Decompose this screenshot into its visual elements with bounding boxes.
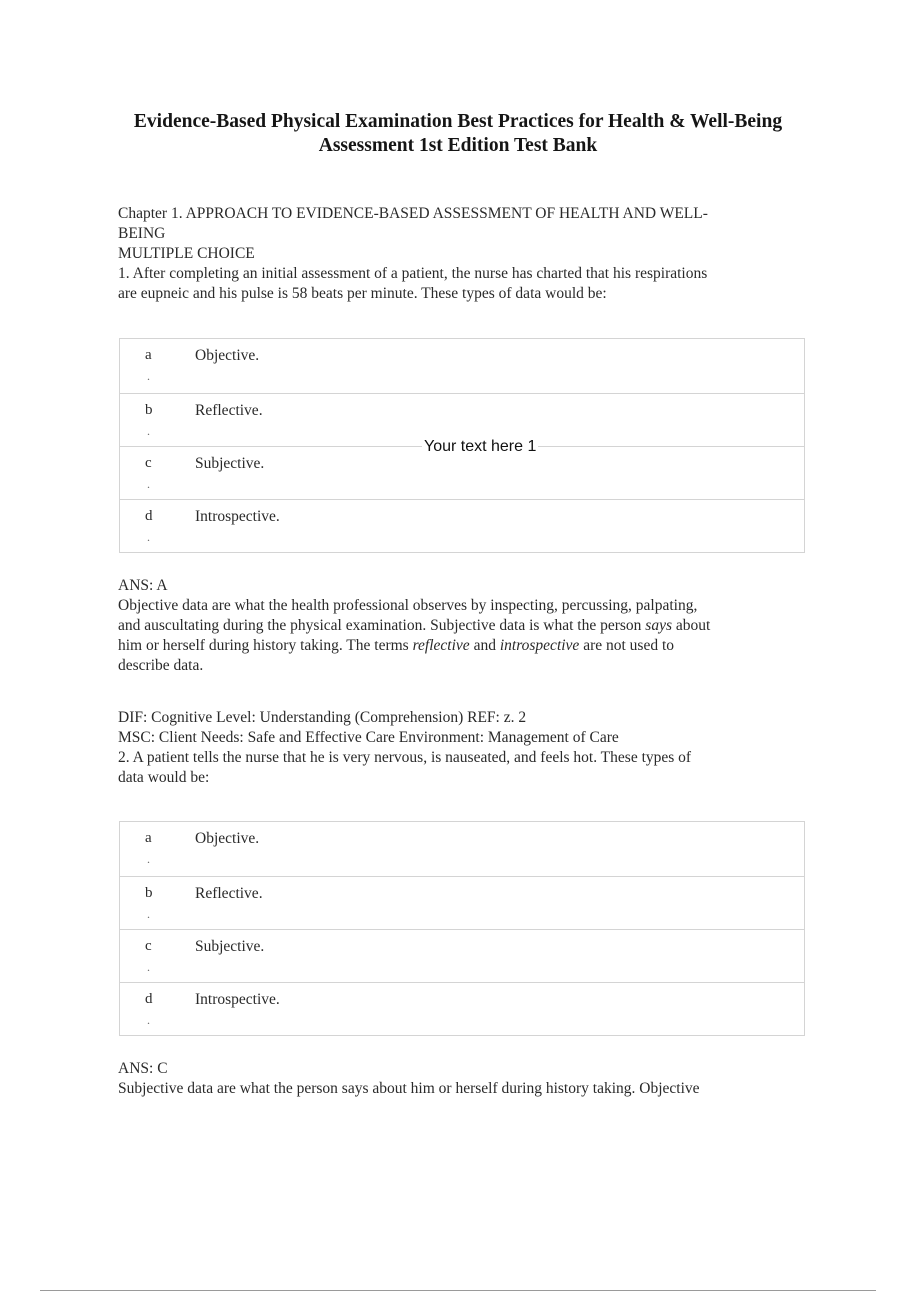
- choice-dot: .: [147, 852, 150, 866]
- question-1-answer: [118, 576, 808, 676]
- choice-letter: d: [145, 991, 153, 1007]
- choice-dot: .: [147, 960, 150, 974]
- rationale-emphasis: reflective: [412, 637, 470, 654]
- choice-row: [120, 339, 804, 393]
- choice-letter: c: [145, 455, 152, 471]
- choice-letter: a: [145, 347, 152, 363]
- overlay-text-field[interactable]: Your text here 1: [424, 438, 537, 455]
- rationale-emphasis: says: [645, 617, 672, 634]
- page-divider: [40, 1290, 876, 1291]
- chapter-line-2: BEING: [118, 225, 166, 242]
- choice-dot: .: [147, 907, 150, 921]
- choice-dot: .: [147, 1013, 150, 1027]
- choice-text: Reflective.: [195, 402, 263, 419]
- choice-text: Objective.: [195, 830, 260, 847]
- rationale-text: him or herself during history taking. The terms: [118, 637, 413, 654]
- title-line-2: Assessment 1st Edition Test Bank: [318, 135, 598, 156]
- rationale-text: and auscultating during the physical examination. Subjective data is what the person: [118, 617, 646, 634]
- choice-text: Introspective.: [195, 508, 280, 525]
- rationale-line-1: Objective data are what the health professional observes by inspecting, percussing, palpating,: [118, 597, 698, 614]
- answer-label: ANS: C: [118, 1060, 168, 1077]
- rationale-text: and: [469, 637, 500, 654]
- question-1-line-1: 1. After completing an initial assessment of a patient, the nurse has charted that his respirations: [118, 265, 708, 282]
- rationale-line-3: [118, 636, 808, 656]
- chapter-heading: [118, 204, 808, 264]
- difficulty-line: DIF: Cognitive Level: Understanding (Comprehension) REF: z. 2: [118, 709, 527, 726]
- client-needs-line: MSC: Client Needs: Safe and Effective Care Environment: Management of Care: [118, 729, 619, 746]
- choice-letter: a: [145, 830, 152, 846]
- choice-dot: .: [147, 477, 150, 491]
- question-2-answer: [118, 1059, 808, 1099]
- choice-row: [120, 499, 804, 552]
- section-heading: MULTIPLE CHOICE: [118, 245, 255, 262]
- choice-text: Reflective.: [195, 885, 263, 902]
- choice-letter: b: [145, 402, 153, 418]
- choice-text: Objective.: [195, 347, 260, 364]
- question-2-line-1: 2. A patient tells the nurse that he is very nervous, is nauseated, and feels hot. These types of: [118, 749, 692, 766]
- choice-dot: .: [147, 369, 150, 383]
- choice-text: Subjective.: [195, 938, 265, 955]
- question-2-line-2: data would be:: [118, 769, 210, 786]
- choice-row: [120, 876, 804, 929]
- choice-letter: d: [145, 508, 153, 524]
- rationale-text: about: [672, 617, 711, 634]
- choice-row: [120, 982, 804, 1035]
- question-1-meta: [118, 708, 808, 788]
- document-title: [100, 110, 816, 158]
- chapter-line-1: Chapter 1. APPROACH TO EVIDENCE-BASED ASSESSMENT OF HEALTH AND WELL-: [118, 205, 708, 222]
- choice-dot: .: [147, 530, 150, 544]
- choice-dot: .: [147, 424, 150, 438]
- choice-text: Subjective.: [195, 455, 265, 472]
- rationale-emphasis: introspective: [499, 637, 580, 654]
- choice-letter: b: [145, 885, 153, 901]
- rationale-text: are not used to: [579, 637, 675, 654]
- question-1-stem: [118, 264, 808, 304]
- rationale-line-4: describe data.: [118, 657, 204, 674]
- choice-row: [120, 929, 804, 982]
- answer-label: ANS: A: [118, 577, 168, 594]
- choice-letter: c: [145, 938, 152, 954]
- title-line-1: Evidence-Based Physical Examination Best Practices for Health & Well-Being: [133, 111, 783, 132]
- question-1-line-2: are eupneic and his pulse is 58 beats per minute. These types of data would be:: [118, 285, 607, 302]
- rationale-line-2: [118, 616, 808, 636]
- question-2-choices: [119, 821, 805, 1036]
- choice-text: Introspective.: [195, 991, 280, 1008]
- rationale-line-1: Subjective data are what the person says about him or herself during history taking. Objective: [118, 1080, 700, 1097]
- choice-row: [120, 822, 804, 876]
